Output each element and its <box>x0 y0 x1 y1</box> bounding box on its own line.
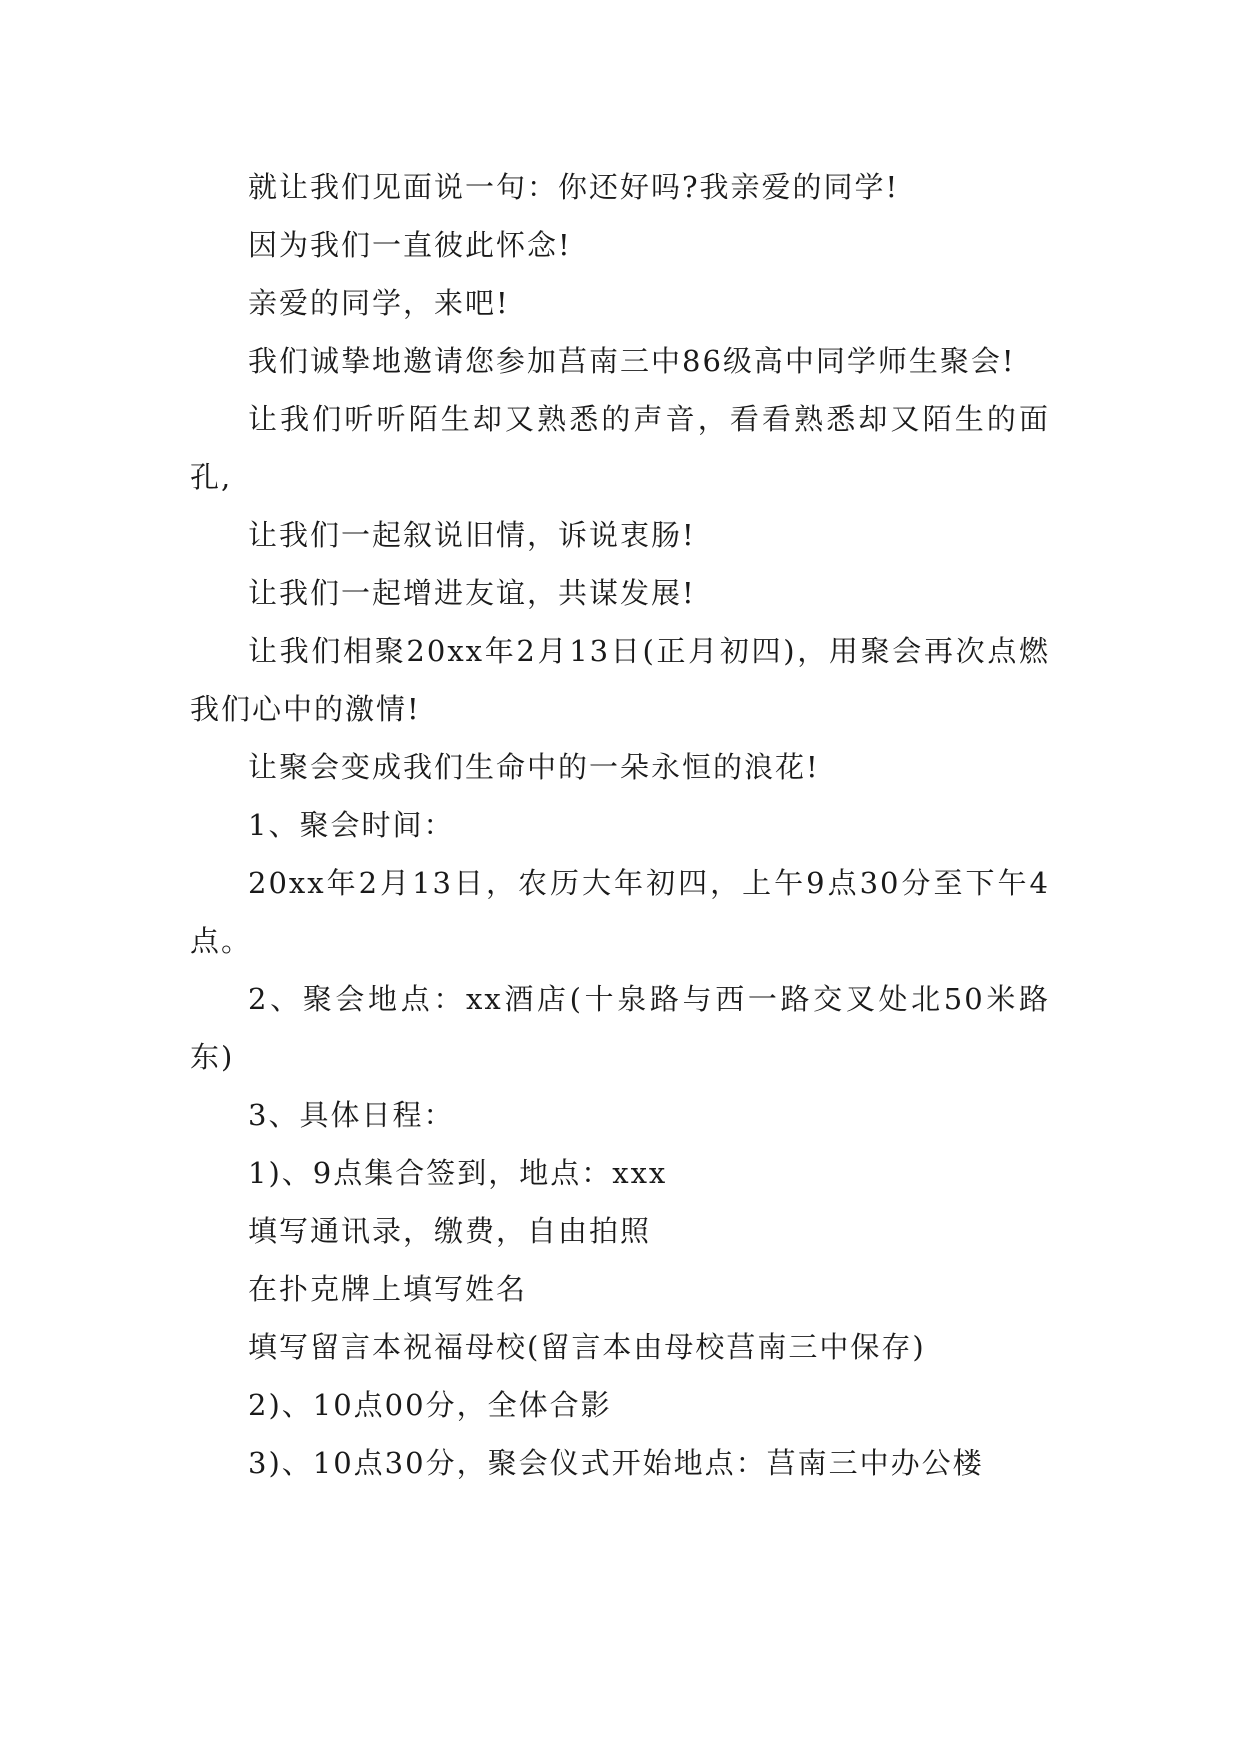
paragraph: 20xx年2月13日，农历大年初四，上午9点30分至下午4点。 <box>190 866 1050 958</box>
schedule-item: 1)、9点集合签到，地点：xxx <box>248 1156 668 1190</box>
paragraph: 让我们一起叙说旧情，诉说衷肠! <box>248 518 696 552</box>
paragraph: 就让我们见面说一句：你还好吗?我亲爱的同学! <box>248 170 900 204</box>
schedule-item: 3)、10点30分，聚会仪式开始地点：莒南三中办公楼 <box>248 1446 984 1480</box>
paragraph: 让我们听听陌生却又熟悉的声音，看看熟悉却又陌生的面孔, <box>190 402 1050 494</box>
paragraph: 亲爱的同学，来吧! <box>248 286 510 320</box>
paragraph: 让我们相聚20xx年2月13日(正月初四)，用聚会再次点燃我们心中的激情! <box>190 634 1050 726</box>
section-heading: 2、聚会地点：xx酒店(十泉路与西一路交叉处北50米路东) <box>190 982 1050 1074</box>
schedule-detail: 在扑克牌上填写姓名 <box>248 1272 528 1306</box>
document-body <box>190 158 1050 1492</box>
section-heading: 1、聚会时间： <box>248 808 455 842</box>
schedule-detail: 填写留言本祝福母校(留言本由母校莒南三中保存) <box>248 1330 926 1364</box>
section-heading: 3、具体日程： <box>248 1098 455 1132</box>
paragraph: 让我们一起增进友谊，共谋发展! <box>248 576 696 610</box>
paragraph: 因为我们一直彼此怀念! <box>248 228 572 262</box>
paragraph: 让聚会变成我们生命中的一朵永恒的浪花! <box>248 750 820 784</box>
schedule-item: 2)、10点00分，全体合影 <box>248 1388 612 1422</box>
schedule-detail: 填写通讯录，缴费，自由拍照 <box>248 1214 652 1248</box>
paragraph: 我们诚挚地邀请您参加莒南三中86级高中同学师生聚会! <box>248 344 1016 378</box>
